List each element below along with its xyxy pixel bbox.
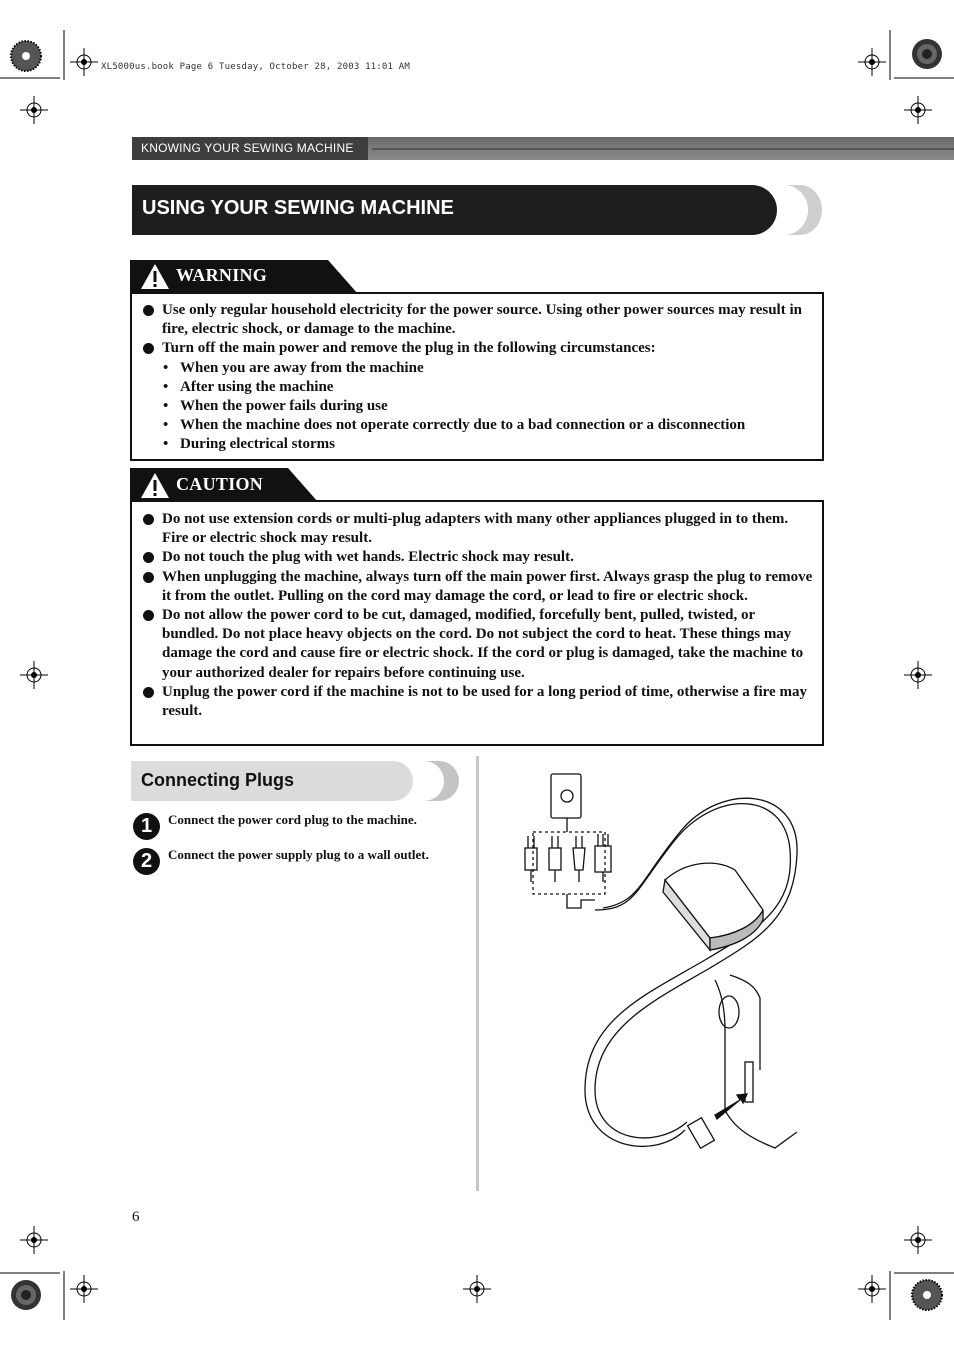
- warning-item: Use only regular household electricity for the power source. Using other power sources may result in fire, electric shock, or damage to the machine.: [134, 301, 814, 339]
- caution-item: Unplug the power cord if the machine is not to be used for a long period of time, otherwise a fire may result.: [134, 683, 814, 721]
- registration-mark-icon: [904, 1226, 932, 1254]
- page-number: 6: [132, 1209, 140, 1225]
- step-text: Connect the power cord plug to the machine.: [168, 812, 417, 827]
- warning-item: Turn off the main power and remove the plug in the following circumstances:: [134, 339, 814, 358]
- warning-subitem: • When you are away from the machine: [163, 359, 424, 376]
- warning-subitem: • After using the machine: [163, 378, 334, 395]
- caution-item: When unplugging the machine, always turn off the main power first. Always grasp the plug to remove it from the outlet. Pulling on the cord may damage the cord, or lead to fire or electric shock.: [134, 568, 814, 606]
- warning-triangle-icon: [140, 263, 170, 290]
- caution-list: [134, 510, 814, 721]
- warning-triangle-icon: [140, 472, 170, 499]
- step-number: 1: [133, 813, 160, 840]
- page-title: USING YOUR SEWING MACHINE: [142, 197, 454, 219]
- warning-label: WARNING: [176, 265, 268, 285]
- section-bar: [132, 137, 954, 160]
- color-wheel-icon: [10, 40, 42, 72]
- step-number: 2: [133, 848, 160, 875]
- registration-mark-icon: [70, 1275, 98, 1303]
- registration-mark-icon: [858, 48, 886, 76]
- warning-subitem: • During electrical storms: [163, 436, 335, 453]
- power-cord-illustration: [515, 770, 805, 1165]
- section-label: KNOWING YOUR SEWING MACHINE: [141, 141, 354, 155]
- connecting-plugs-header: [131, 761, 460, 801]
- print-header: XL5000us.book Page 6 Tuesday, October 28, 2003 11:01 AM: [101, 62, 411, 72]
- registration-mark-icon: [904, 96, 932, 124]
- color-wheel-icon: [911, 1279, 943, 1311]
- page-title-bar: [132, 185, 824, 235]
- warning-box: [130, 292, 824, 461]
- caution-item: Do not allow the power cord to be cut, damaged, modified, forcefully bent, pulled, twisted, or bundled. Do not place heavy objects on the cord. Do not subject the cord to heat. These things may damage the cord and cause fire or electric shock. If the cord or plug is damaged, take the machine to your authorized dealer for repairs before continuing use.: [134, 606, 814, 683]
- registration-mark-icon: [463, 1275, 491, 1303]
- registration-mark-icon: [904, 661, 932, 689]
- registration-mark-icon: [858, 1275, 886, 1303]
- registration-mark-icon: [70, 48, 98, 76]
- caution-box: [130, 500, 824, 746]
- caution-item: Do not touch the plug with wet hands. Electric shock may result.: [134, 548, 814, 567]
- caution-item: Do not use extension cords or multi-plug adapters with many other appliances plugged in to them. Fire or electric shock may result.: [134, 510, 814, 548]
- connecting-plugs-title: Connecting Plugs: [141, 770, 294, 790]
- registration-mark-icon: [20, 1226, 48, 1254]
- registration-mark-icon: [20, 661, 48, 689]
- registration-mark-icon: [20, 96, 48, 124]
- step-text: Connect the power supply plug to a wall outlet.: [168, 847, 429, 862]
- warning-subitem: • When the power fails during use: [163, 398, 388, 415]
- color-wheel-icon: [10, 1279, 42, 1311]
- caution-label: CAUTION: [176, 474, 264, 494]
- warning-subitem: • When the machine does not operate correctly due to a bad connection or a disconnection: [163, 417, 746, 434]
- warning-list: [134, 301, 814, 455]
- color-wheel-icon: [911, 38, 943, 70]
- column-divider: [476, 756, 479, 1191]
